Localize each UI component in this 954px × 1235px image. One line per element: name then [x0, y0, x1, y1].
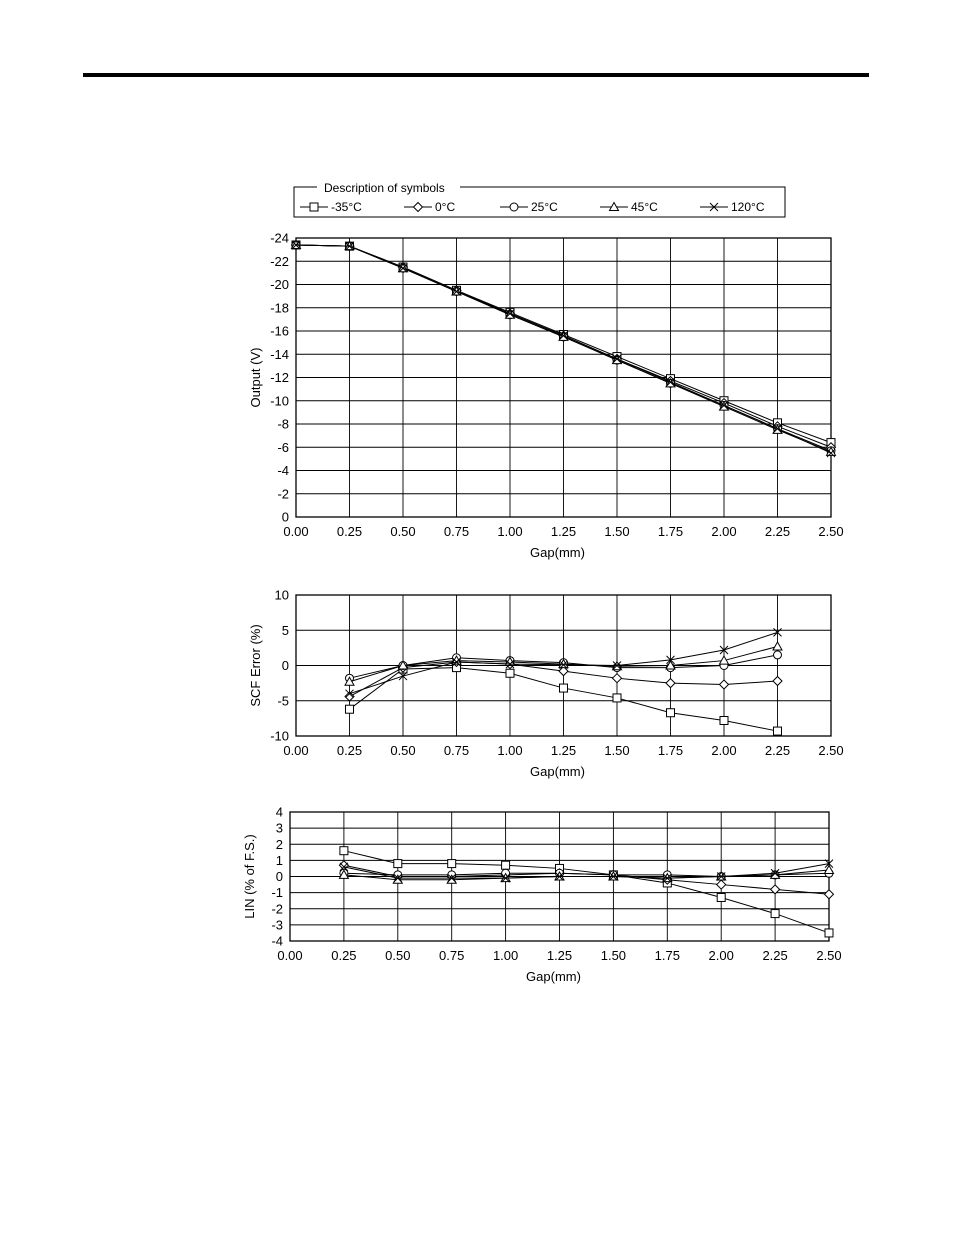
y-tick-label: -2 — [277, 486, 289, 502]
data-point — [717, 880, 726, 889]
y-tick-label: -22 — [270, 253, 289, 269]
legend-item-diamond — [404, 200, 455, 214]
x-tick-label: 1.00 — [497, 743, 523, 758]
x-tick-label: 0.50 — [385, 948, 411, 963]
y-tick-label: 3 — [275, 820, 283, 836]
x-axis-title: Gap(mm) — [526, 969, 581, 984]
y-tick-label: -5 — [277, 693, 289, 709]
x-tick-label: 0.75 — [439, 948, 465, 963]
legend-circle-icon — [510, 203, 518, 211]
x-tick-label: 1.25 — [550, 524, 577, 539]
data-point — [394, 860, 402, 868]
x-tick-label: 2.50 — [816, 948, 842, 963]
x-tick-label: 2.50 — [818, 743, 844, 758]
data-point — [825, 890, 834, 899]
square-marker — [717, 893, 725, 901]
y-tick-label: -4 — [271, 933, 283, 949]
scf-error-chart — [248, 588, 844, 780]
square-marker — [720, 716, 728, 724]
x-axis-title: Gap(mm) — [530, 764, 585, 779]
y-tick-label: 10 — [274, 587, 289, 603]
legend-square-icon — [310, 203, 318, 211]
x-tick-label: 2.25 — [764, 743, 791, 758]
x-tick-label: 0.25 — [336, 743, 363, 758]
legend-diamond-icon — [414, 203, 423, 212]
data-point — [771, 910, 779, 918]
y-tick-label: 1 — [275, 852, 283, 868]
legend — [294, 181, 785, 217]
x-tick-label: 0.25 — [331, 948, 357, 963]
square-marker — [340, 847, 348, 855]
data-point — [717, 893, 725, 901]
legend-label: 120°C — [731, 200, 765, 214]
y-tick-label: -1 — [271, 885, 283, 901]
square-marker — [560, 684, 568, 692]
x-tick-label: 2.50 — [818, 524, 844, 539]
y-tick-label: -14 — [270, 346, 289, 362]
y-axis-title: SCF Error (%) — [248, 624, 263, 707]
x-tick-label: 0.00 — [283, 524, 309, 539]
legend-label: 25°C — [531, 200, 558, 214]
y-tick-label: 0 — [281, 658, 289, 673]
square-marker — [613, 694, 621, 702]
y-tick-label: 0 — [281, 509, 289, 525]
legend-label: 0°C — [435, 200, 456, 214]
diamond-marker — [666, 679, 675, 688]
x-tick-label: 1.25 — [546, 948, 573, 963]
x-tick-label: 1.00 — [492, 948, 519, 963]
series-cross — [340, 860, 833, 883]
y-axis-title: LIN (% of F.S.) — [242, 834, 257, 919]
y-tick-label: -6 — [277, 439, 289, 455]
x-tick-label: 1.75 — [657, 743, 684, 758]
x-tick-label: 1.25 — [550, 743, 577, 758]
x-tick-label: 1.50 — [604, 743, 630, 758]
y-tick-label: -2 — [271, 901, 283, 917]
diamond-marker — [825, 890, 834, 899]
square-marker — [825, 929, 833, 937]
square-marker — [394, 860, 402, 868]
y-tick-label: 0 — [275, 869, 283, 884]
square-marker — [771, 910, 779, 918]
data-point — [339, 861, 348, 870]
x-tick-label: 1.75 — [654, 948, 680, 963]
data-point — [773, 677, 782, 686]
x-axis-title: Gap(mm) — [530, 545, 585, 560]
data-point — [720, 716, 728, 724]
data-point — [346, 705, 354, 713]
data-point — [774, 727, 782, 735]
data-point — [613, 694, 621, 702]
x-tick-label: 1.50 — [604, 524, 630, 539]
x-tick-label: 2.00 — [711, 524, 737, 539]
y-tick-label: -8 — [277, 416, 289, 432]
triangle-marker — [773, 642, 782, 650]
x-tick-label: 0.00 — [283, 743, 309, 758]
y-tick-label: 2 — [275, 836, 283, 852]
x-tick-label: 0.75 — [443, 524, 470, 539]
y-tick-label: -24 — [270, 230, 289, 246]
x-tick-label: 0.50 — [390, 524, 416, 539]
legend-item-cross — [700, 200, 765, 214]
square-marker — [346, 705, 354, 713]
legend-item-circle — [500, 200, 558, 214]
y-tick-label: 4 — [275, 804, 283, 820]
square-marker — [502, 861, 510, 869]
square-marker — [310, 203, 318, 211]
diamond-marker — [773, 677, 782, 686]
y-tick-label: -12 — [270, 370, 289, 385]
data-point — [506, 669, 514, 677]
diamond-marker — [717, 880, 726, 889]
data-point — [560, 684, 568, 692]
data-point — [666, 679, 675, 688]
legend-title: Description of symbols — [324, 181, 445, 195]
diamond-marker — [414, 203, 423, 212]
legend-item-triangle — [600, 200, 658, 214]
output-chart — [248, 231, 844, 561]
y-tick-label: -16 — [270, 323, 289, 339]
y-tick-label: -10 — [270, 728, 289, 744]
y-tick-label: -20 — [270, 277, 289, 292]
y-axis-title: Output (V) — [248, 347, 263, 408]
x-tick-label: 2.00 — [708, 948, 734, 963]
y-tick-label: -3 — [271, 917, 283, 933]
x-tick-label: 2.25 — [762, 948, 788, 963]
series-line — [344, 851, 829, 933]
x-tick-label: 2.00 — [711, 743, 737, 758]
data-point — [774, 651, 782, 659]
data-point — [613, 674, 622, 683]
legend-label: -35°C — [331, 200, 362, 214]
x-tick-label: 1.50 — [600, 948, 627, 963]
data-point — [502, 861, 510, 869]
y-tick-label: -4 — [277, 463, 289, 478]
square-marker — [448, 860, 456, 868]
data-point — [340, 847, 348, 855]
square-marker — [667, 709, 675, 717]
y-tick-label: -18 — [270, 300, 289, 316]
x-tick-label: 0.00 — [277, 948, 303, 963]
x-tick-label: 2.25 — [764, 524, 791, 539]
legend-label: 45°C — [631, 200, 658, 214]
diamond-marker — [720, 680, 729, 689]
data-point — [773, 642, 782, 650]
x-tick-label: 0.75 — [443, 743, 470, 758]
data-point — [720, 680, 729, 689]
x-tick-label: 0.25 — [336, 524, 363, 539]
y-tick-label: 5 — [281, 622, 289, 638]
y-tick-label: -10 — [270, 393, 289, 409]
diamond-marker — [613, 674, 622, 683]
data-point — [667, 709, 675, 717]
data-point — [825, 929, 833, 937]
square-marker — [774, 727, 782, 735]
x-tick-label: 0.50 — [390, 743, 416, 758]
circle-marker — [510, 203, 518, 211]
data-point — [448, 860, 456, 868]
x-tick-label: 1.75 — [657, 524, 684, 539]
square-marker — [506, 669, 514, 677]
x-tick-label: 1.00 — [497, 524, 523, 539]
lin-chart — [242, 805, 842, 985]
diamond-marker — [339, 861, 348, 870]
legend-item-square — [300, 200, 362, 214]
circle-marker — [774, 651, 782, 659]
